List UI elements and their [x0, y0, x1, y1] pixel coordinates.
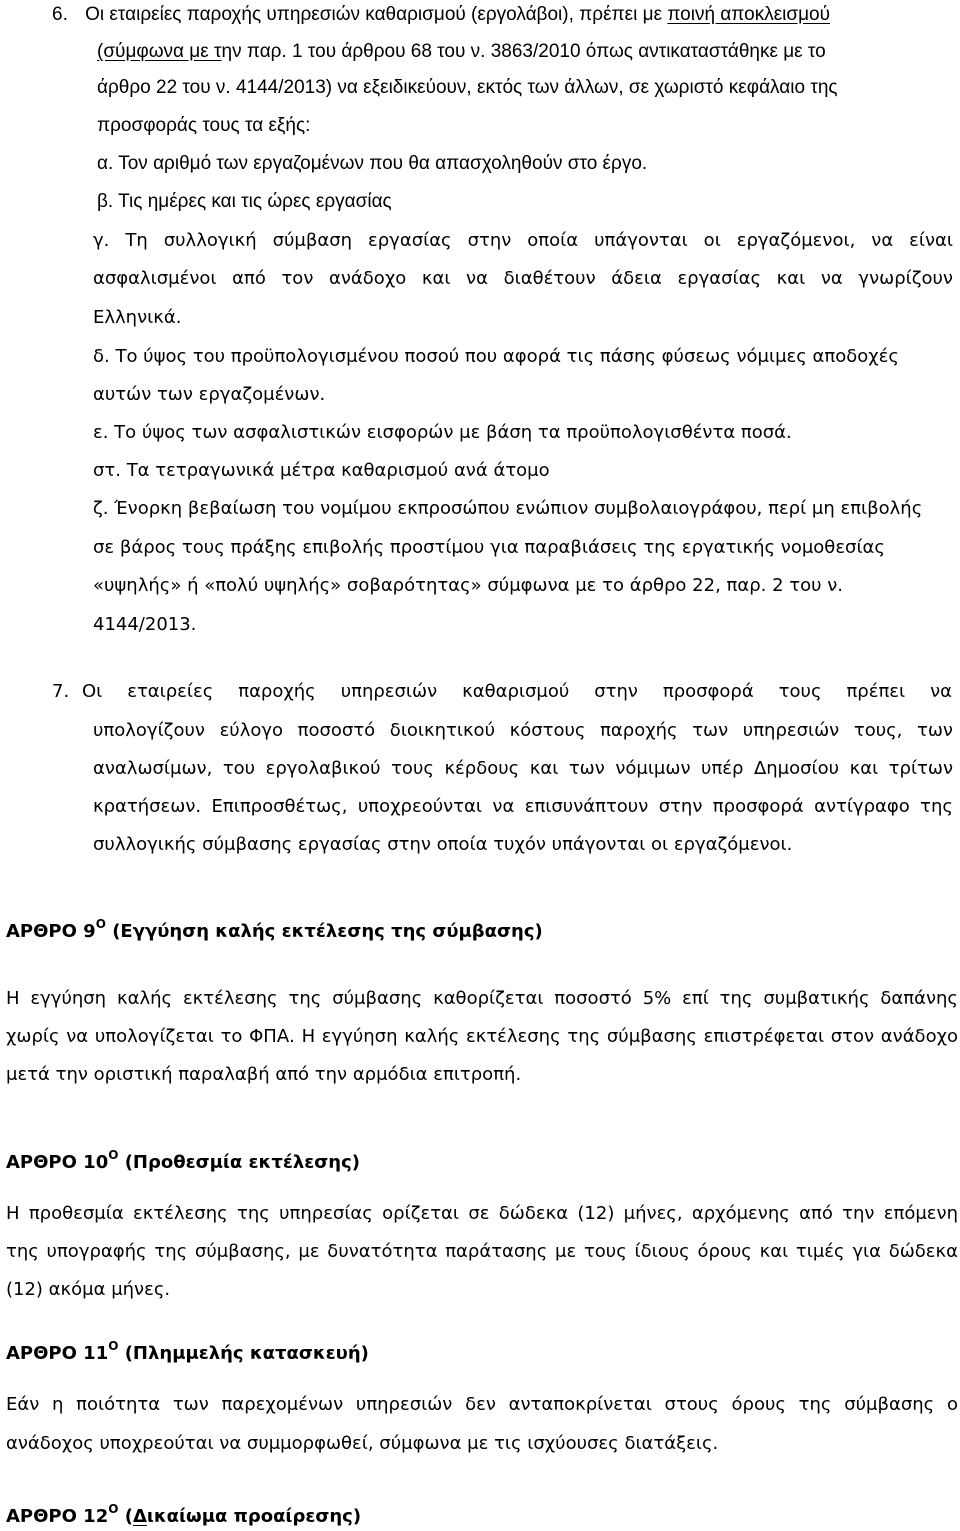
- item-6-number: 6.: [52, 4, 68, 25]
- item-7-line-5: συλλογικής σύμβασης εργασίας στην οποία τυχόν υπάγονται οι εργαζόμενοι.: [93, 834, 793, 855]
- item-7-number: 7.: [52, 681, 70, 702]
- item-6-point-b: β. Τις ημέρες και τις ώρες εργασίας: [97, 191, 392, 212]
- item-7-line-3: αναλωσίμων, του εργολαβικού τους κέρδους και των νόμιμων υπέρ Δημοσίου και τρίτων: [93, 758, 953, 779]
- article-12-heading-superscript: Ο: [108, 1502, 119, 1516]
- article-10-heading-title: (Προθεσμία εκτέλεσης): [118, 1152, 360, 1173]
- article-9-heading-label: ΑΡΘΡΟ 9: [6, 921, 96, 942]
- item-6-line-3: άρθρο 22 του ν. 4144/2013) να εξειδικεύουν, εκτός των άλλων, σε χωριστό κεφάλαιο της: [97, 77, 838, 98]
- item-6-point-g-line-1: γ. Τη συλλογική σύμβαση εργασίας στην οποία υπάγονται οι εργαζόμενοι, να είναι: [93, 230, 953, 251]
- article-11-heading-title: (Πλημμελής κατασκευή): [118, 1343, 369, 1364]
- item-6-line-1-text: Οι εταιρείες παροχής υπηρεσιών καθαρισμού (εργολάβοι), πρέπει με: [85, 4, 663, 25]
- article-9-line-3: μετά την οριστική παραλαβή από την αρμόδια επιτροπή.: [6, 1064, 522, 1085]
- item-6-point-z-line-4: 4144/2013.: [93, 614, 197, 635]
- article-12-heading-label: ΑΡΘΡΟ 12: [6, 1506, 109, 1527]
- article-9-line-2: χωρίς να υπολογίζεται το ΦΠΑ. Η εγγύηση καλής εκτέλεσης της σύμβασης επιστρέφεται στον ανάδοχο: [6, 1026, 958, 1047]
- article-11-line-2: ανάδοχος υποχρεούται να συμμορφωθεί, σύμφωνα με τις ισχύουσες διατάξεις.: [6, 1433, 719, 1454]
- item-7-line-2: υπολογίζουν εύλογο ποσοστό διοικητικού κόστους παροχής των υπηρεσιών τους, των: [93, 720, 953, 741]
- article-10-heading-label: ΑΡΘΡΟ 10: [6, 1152, 109, 1173]
- article-11-heading: [6, 1339, 369, 1367]
- article-9-heading-title: (Εγγύηση καλής εκτέλεσης της σύμβασης): [105, 921, 543, 942]
- article-10-line-2: της υπογραφής της σύμβασης, με δυνατότητα παράτασης με τους ίδιους όρους και τιμές για δώδεκα: [6, 1241, 958, 1262]
- article-12-heading-title: ικαίωμα προαίρεσης): [146, 1506, 362, 1527]
- item-6-line-2: [97, 40, 826, 64]
- item-6-point-e: ε. Το ύψος των ασφαλιστικών εισφορών με βάση τα προϋπολογισθέντα ποσά.: [93, 422, 792, 443]
- item-7-line-1: Οι εταιρείες παροχής υπηρεσιών καθαρισμού στην προσφορά τους πρέπει να: [82, 681, 952, 702]
- article-9-heading: [6, 917, 543, 945]
- item-6-penalty-underlined: ποινή αποκλεισμού: [667, 4, 831, 25]
- article-10-line-3: (12) ακόμα μήνες.: [6, 1279, 171, 1300]
- item-6-point-z-line-1: ζ. Ένορκη βεβαίωση του νομίμου εκπροσώπου ενώπιον συμβολαιογράφου, περί μη επιβολής: [93, 498, 923, 519]
- article-11-heading-label: ΑΡΘΡΟ 11: [6, 1343, 109, 1364]
- item-6-line-4: προσφοράς τους τα εξής:: [97, 115, 311, 136]
- article-10-heading: [6, 1148, 360, 1176]
- item-6-point-z-line-3: «υψηλής» ή «πολύ υψηλής» σοβαρότητας» σύμφωνα με το άρθρο 22, παρ. 2 του ν.: [93, 575, 844, 596]
- item-6-point-z-line-2: σε βάρος τους πράξης επιβολής προστίμου για παραβιάσεις της εργατικής νομοθεσίας: [93, 537, 885, 558]
- article-10-line-1: Η προθεσμία εκτέλεσης της υπηρεσίας ορίζεται σε δώδεκα (12) μήνες, αρχόμενης από την επόμενη: [6, 1203, 958, 1224]
- item-6-line-2-underlined: (σύμφωνα με τ: [97, 41, 222, 62]
- article-11-line-1: Εάν η ποιότητα των παρεχομένων υπηρεσιών δεν ανταποκρίνεται στους όρους της σύμβασης ο: [6, 1394, 958, 1415]
- item-6-line-2-text: ην παρ. 1 του άρθρου 68 του ν. 3863/2010 όπως αντικαταστάθηκε με το: [221, 41, 826, 62]
- article-12-heading-paren: (: [118, 1506, 133, 1527]
- article-12-heading-underlined-letter: Δ: [132, 1506, 147, 1527]
- item-6-point-st: στ. Τα τετραγωνικά μέτρα καθαρισμού ανά άτομο: [93, 460, 550, 481]
- article-9-line-1: Η εγγύηση καλής εκτέλεσης της σύμβασης καθορίζεται ποσοστό 5% επί της συμβατικής δαπάνης: [6, 988, 958, 1009]
- item-6-line-1: [52, 3, 830, 27]
- item-7-line-4: κρατήσεων. Επιπροσθέτως, υποχρεούνται να επισυνάπτουν στην προσφορά αντίγραφο της: [93, 796, 953, 817]
- article-10-heading-superscript: Ο: [108, 1148, 119, 1162]
- item-6-point-d-line-2: αυτών των εργαζομένων.: [93, 384, 326, 405]
- article-12-heading: [6, 1502, 362, 1530]
- item-6-point-a: α. Τον αριθμό των εργαζομένων που θα απασχοληθούν στο έργο.: [97, 153, 648, 174]
- item-6-point-g-line-2: ασφαλισμένοι από τον ανάδοχο και να διαθέτουν άδεια εργασίας και να γνωρίζουν: [93, 268, 953, 289]
- article-9-heading-superscript: Ο: [95, 917, 106, 931]
- article-11-heading-superscript: Ο: [108, 1339, 119, 1353]
- item-6-point-g-line-3: Ελληνικά.: [93, 307, 182, 328]
- item-6-point-d-line-1: δ. Το ύψος του προϋπολογισμένου ποσού που αφορά τις πάσης φύσεως νόμιμες αποδοχές: [93, 346, 899, 367]
